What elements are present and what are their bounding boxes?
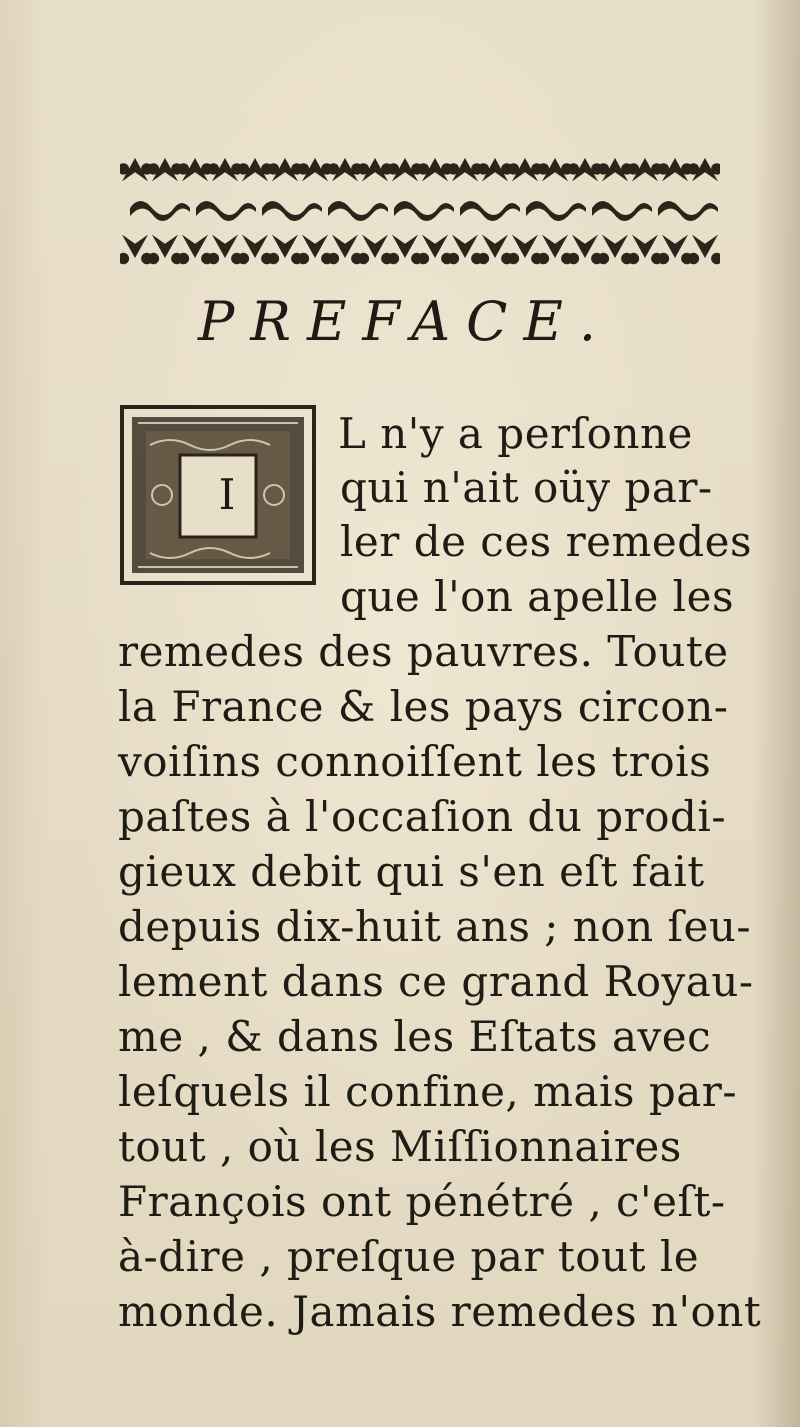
text-line: leſquels il confine, mais par- (118, 1067, 738, 1116)
text-line: qui n'ait oüy par- (340, 463, 713, 512)
text-line: me , & dans les Eſtats avec (118, 1012, 712, 1061)
drop-cap-letter: I (218, 470, 236, 519)
page-title: PREFACE. (197, 290, 613, 353)
text-line: ler de ces remedes (340, 517, 752, 566)
text-line: remedes des pauvres. Toute (118, 627, 729, 676)
text-line: monde. Jamais remedes n'ont (118, 1287, 762, 1336)
text-line: gieux debit qui s'en eſt fait (118, 847, 705, 896)
text-line: lement dans ce grand Royau- (118, 957, 754, 1006)
text-line: tout , où les Miſſionnaires (118, 1122, 682, 1171)
text-line: à-dire , preſque par tout le (118, 1232, 700, 1281)
text-line: François ont pénétré , c'eſt- (118, 1177, 726, 1226)
text-line: que l'on apelle les (340, 572, 735, 621)
text-line: la France & les pays circon- (118, 682, 729, 731)
text-line: voiſins connoiſſent les trois (118, 737, 712, 786)
text-line: L n'y a perſonne (338, 409, 693, 458)
text-line: paſtes à l'occaſion du prodi- (118, 792, 727, 841)
text-line: depuis dix-huit ans ; non ſeu- (118, 902, 752, 951)
